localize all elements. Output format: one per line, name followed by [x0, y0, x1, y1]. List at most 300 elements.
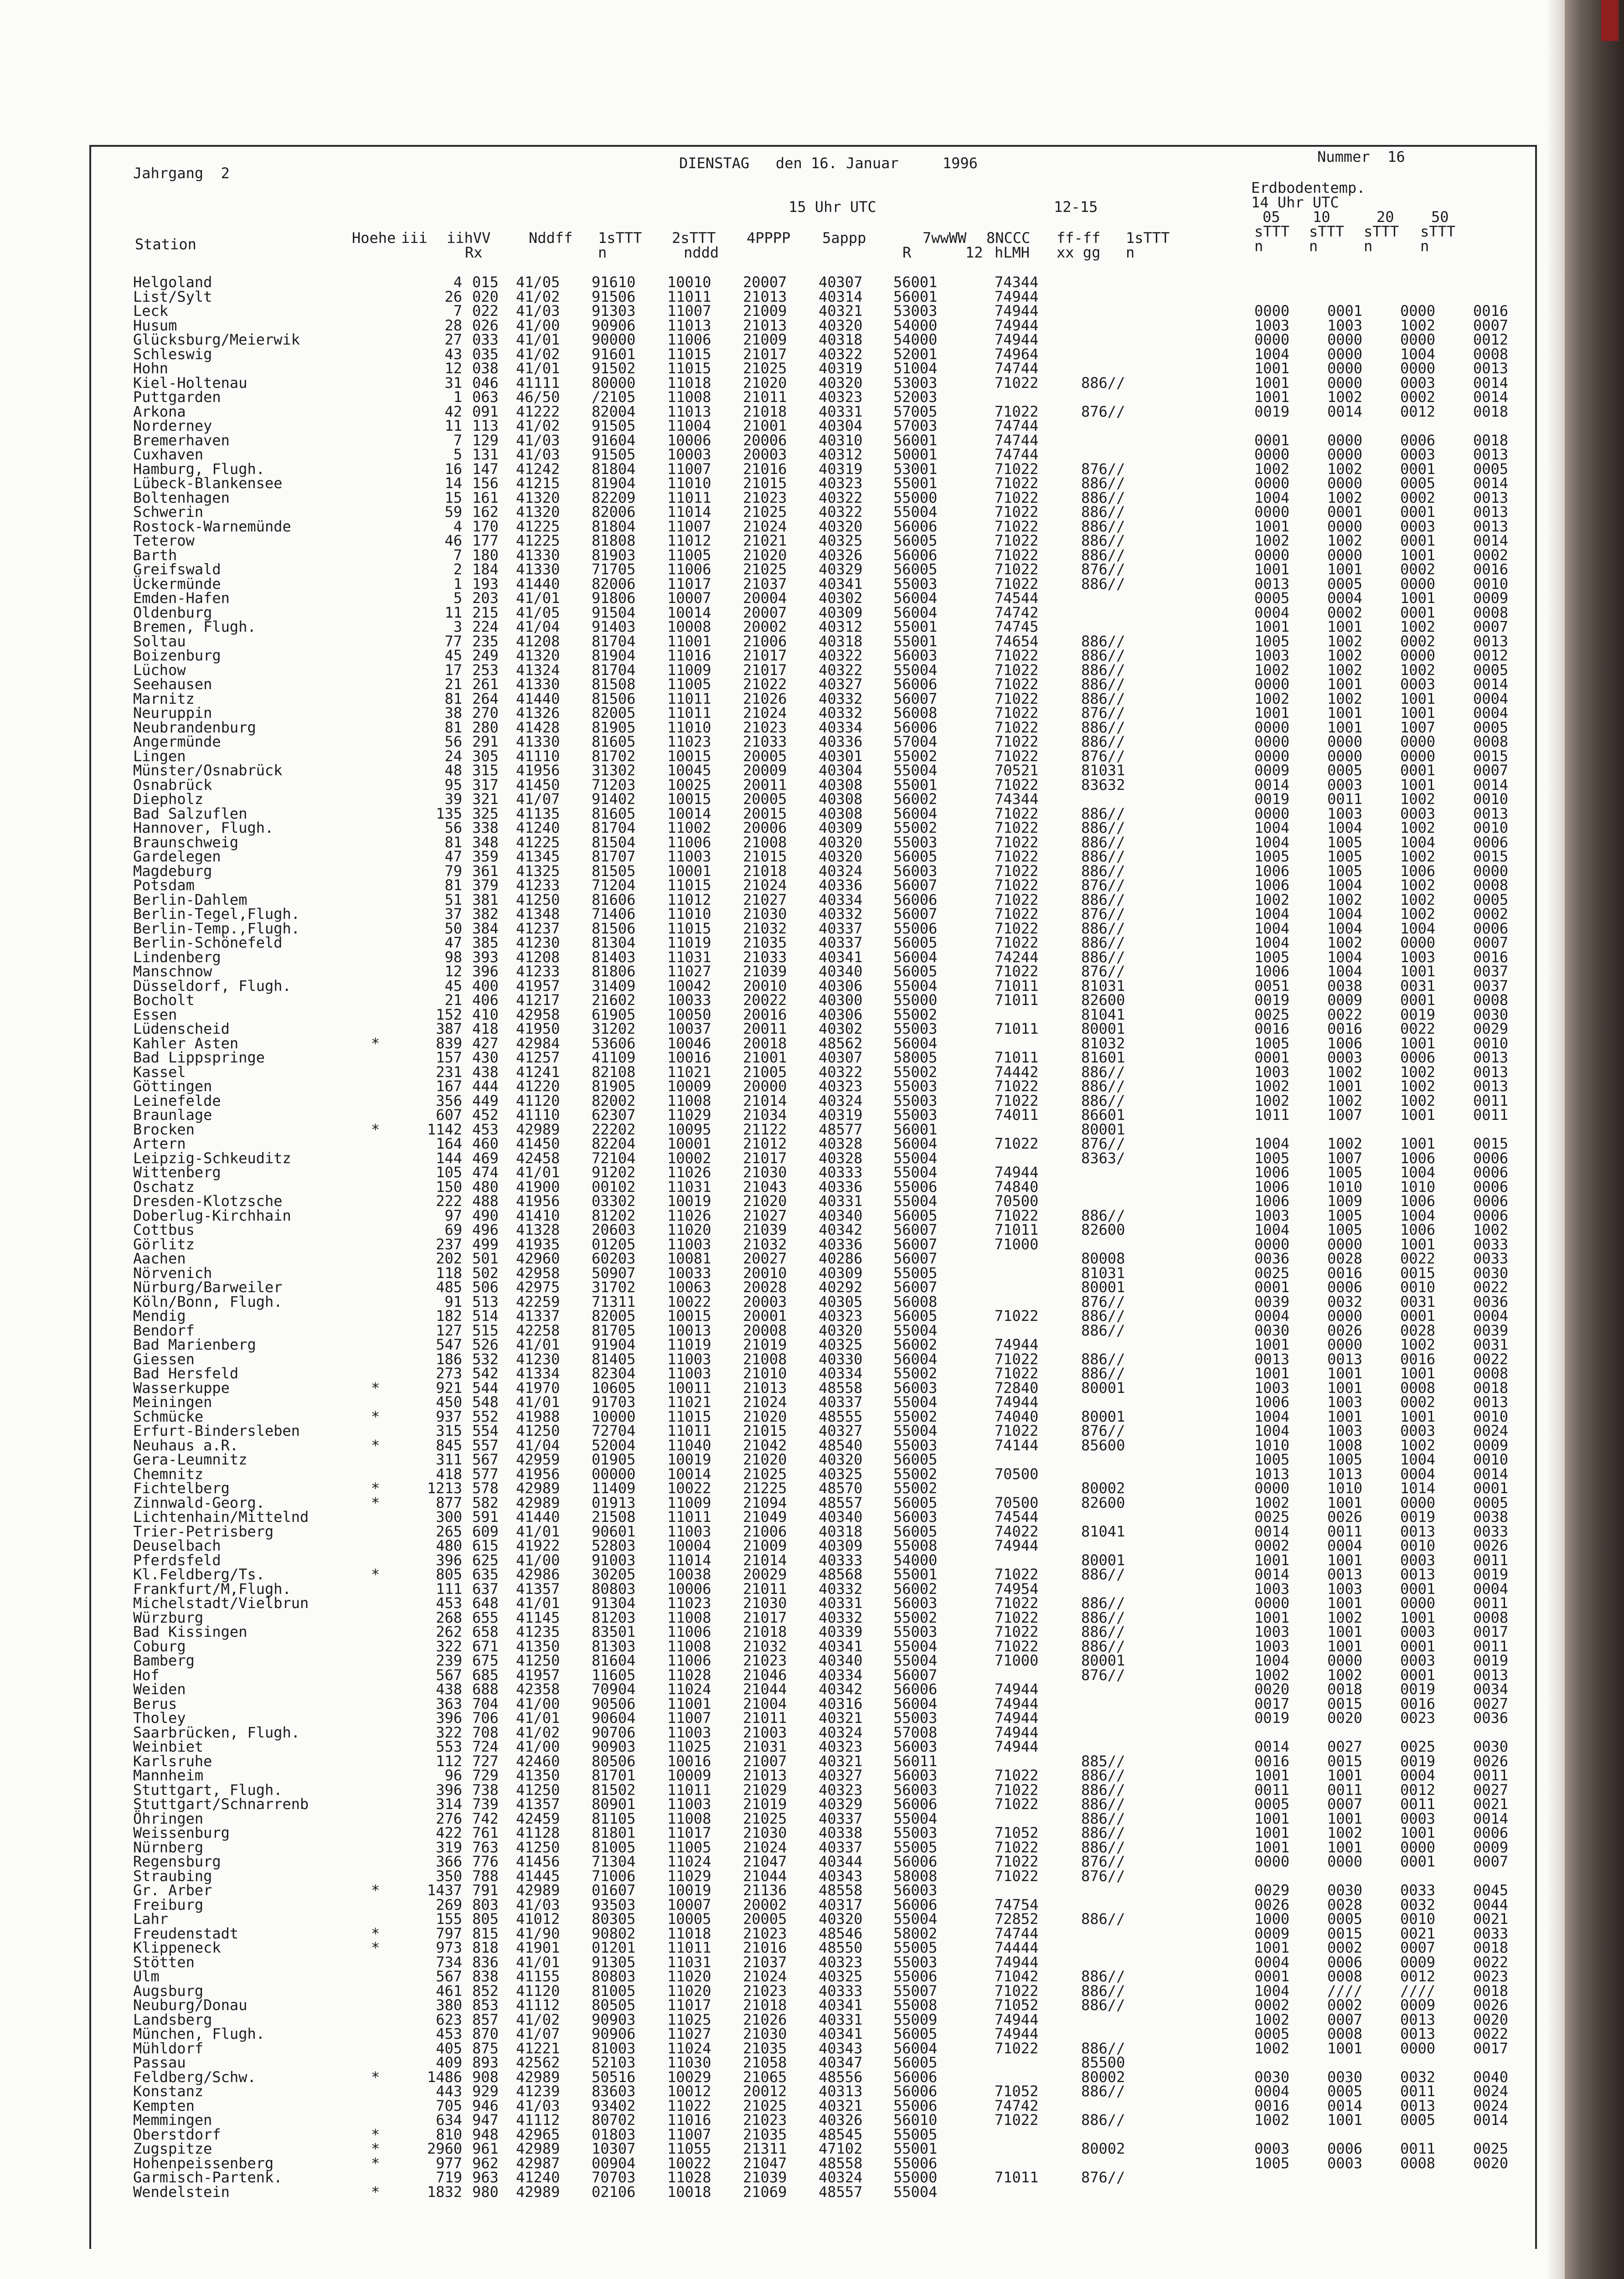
- tendency-group: 53001: [893, 460, 938, 478]
- station-name: Helgoland: [133, 273, 212, 291]
- soil-temp-value: 0001: [1400, 503, 1436, 521]
- soil-temp-value: 0000: [1400, 360, 1436, 377]
- temp-group: 11010: [667, 474, 711, 492]
- nddff-value: 82108: [592, 1063, 636, 1081]
- station-id: 193: [472, 575, 499, 593]
- tendency-group: 56006: [893, 2083, 938, 2100]
- tendency-group: 52001: [893, 345, 938, 363]
- nddff-value: 81502: [592, 1781, 636, 1799]
- soil-temp-value: 1001: [1327, 1767, 1363, 1784]
- soil-temp-value: 0000: [1400, 575, 1436, 593]
- weather-group: 74964: [995, 345, 1039, 363]
- temp2-group: 20011: [743, 776, 787, 794]
- temp-group: 11031: [667, 1953, 711, 1971]
- col-sttt-20: sTTT: [1364, 223, 1399, 240]
- station-id: 615: [472, 1537, 499, 1554]
- pressure-group: 40323: [819, 1307, 863, 1325]
- tendency-group: 56003: [893, 1594, 938, 1612]
- soil-temp-value: 0013: [1473, 1049, 1509, 1066]
- station-id: 947: [472, 2111, 499, 2129]
- temp2-group: 21020: [743, 1192, 787, 1210]
- soil-temp-value: 0013: [1473, 632, 1509, 650]
- temp2-group: 21033: [743, 733, 787, 750]
- table-row: [133, 1250, 1509, 1267]
- soil-temp-value: 1003: [1254, 1623, 1290, 1640]
- weather-group: 71022: [995, 1422, 1039, 1439]
- station-height: 977: [436, 2154, 462, 2172]
- table-row: [133, 991, 1509, 1009]
- pressure-group: 40328: [819, 1149, 863, 1167]
- station-name: Görlitz: [133, 1235, 195, 1253]
- station-name: Bremerhaven: [133, 431, 230, 449]
- pressure-group: 40340: [819, 963, 863, 980]
- iihvv-value: 41250: [516, 1838, 560, 1856]
- nddff-value: 90604: [592, 1709, 636, 1727]
- soil-temp-value: 0013: [1473, 1666, 1509, 1684]
- soil-temp-value: 1004: [1254, 833, 1290, 851]
- soil-temp-value: 0005: [1254, 1795, 1290, 1813]
- temp2-group: 21065: [743, 2068, 787, 2086]
- station-name: Lingen: [133, 747, 186, 765]
- station-height: 322: [436, 1723, 462, 1741]
- weather-group: 74744: [995, 360, 1039, 377]
- tendency-group: 55001: [893, 632, 938, 650]
- soil-temp-value: 0006: [1473, 1178, 1509, 1196]
- iihvv-value: 41241: [516, 1063, 560, 1081]
- temp-group: 10016: [667, 1752, 711, 1770]
- tendency-group: 55004: [893, 1910, 938, 1928]
- soil-temp-value: 1010: [1327, 1480, 1363, 1497]
- iihvv-value: 41326: [516, 704, 560, 722]
- pressure-group: 40319: [819, 1106, 863, 1124]
- station-name: Lindenberg: [133, 948, 221, 966]
- nddff-value: 52004: [592, 1436, 636, 1454]
- soil-temp-value: 0032: [1327, 1293, 1363, 1310]
- cloud-group: 886//: [1081, 804, 1125, 822]
- iihvv-value: 41956: [516, 1192, 560, 1210]
- iihvv-value: 41956: [516, 1465, 560, 1483]
- nddff-value: 71304: [592, 1853, 636, 1870]
- tendency-group: 56011: [893, 1752, 938, 1770]
- weather-group: 71022: [995, 1092, 1039, 1109]
- station-id: 567: [472, 1451, 499, 1468]
- weather-group: 71022: [995, 1609, 1039, 1626]
- weather-group: 71022: [995, 776, 1039, 794]
- soil-temp-value: 1003: [1254, 1063, 1290, 1081]
- soil-temp-value: 0011: [1400, 2083, 1436, 2100]
- weather-group: 71022: [995, 1078, 1039, 1095]
- tendency-group: 56007: [893, 1235, 938, 1253]
- temp2-group: 21018: [743, 1623, 787, 1640]
- temp2-group: 21017: [743, 1149, 787, 1167]
- nddff-value: 31702: [592, 1279, 636, 1296]
- station-id: 384: [472, 919, 499, 937]
- nddff-value: 81005: [592, 1982, 636, 2000]
- temp2-group: 21032: [743, 1235, 787, 1253]
- temp2-group: 21058: [743, 2054, 787, 2071]
- soil-temp-value: 1002: [1327, 690, 1363, 707]
- weather-group: 71022: [995, 1594, 1039, 1612]
- pressure-group: 40327: [819, 1422, 863, 1439]
- tendency-group: 56007: [893, 905, 938, 923]
- station-name: Öhringen: [133, 1810, 204, 1827]
- soil-temp-value: 0005: [1473, 661, 1509, 679]
- soil-temp-value: 1004: [1327, 963, 1363, 980]
- temp-group: 11029: [667, 1867, 711, 1885]
- station-name: Münster/Osnabrück: [133, 762, 283, 779]
- weather-group: 71022: [995, 460, 1039, 478]
- station-name: Bocholt: [133, 991, 195, 1009]
- station-height: 47: [444, 848, 462, 865]
- station-height: 155: [436, 1910, 462, 1928]
- soil-temp-value: 0010: [1473, 819, 1509, 836]
- soil-temp-value: 0000: [1400, 2039, 1436, 2057]
- soil-temp-value: 1001: [1254, 1365, 1290, 1382]
- pressure-group: 40319: [819, 460, 863, 478]
- station-id: 557: [472, 1436, 499, 1454]
- temp2-group: 21017: [743, 647, 787, 664]
- temp-group: 11010: [667, 905, 711, 923]
- soil-temp-value: 0005: [1327, 575, 1363, 593]
- iihvv-value: 41970: [516, 1379, 560, 1397]
- soil-temp-value: 0012: [1400, 1968, 1436, 1985]
- soil-temp-value: 0033: [1473, 1924, 1509, 1942]
- soil-temp-value: 1002: [1400, 819, 1436, 836]
- station-id: 184: [472, 561, 499, 578]
- weather-group: 74654: [995, 632, 1039, 650]
- tendency-group: 56004: [893, 2039, 938, 2057]
- pressure-group: 40333: [819, 1982, 863, 2000]
- tendency-group: 56007: [893, 1279, 938, 1296]
- station-id: 162: [472, 503, 499, 521]
- tendency-group: 55005: [893, 1939, 938, 1956]
- col-n-20: n: [1364, 237, 1373, 255]
- nddff-value: 81903: [592, 546, 636, 564]
- temp2-group: 20010: [743, 977, 787, 995]
- station-name: Tholey: [133, 1709, 186, 1727]
- tendency-group: 56002: [893, 1336, 938, 1353]
- tendency-group: 56005: [893, 1494, 938, 1511]
- station-id: 033: [472, 331, 499, 348]
- station-id: 264: [472, 690, 499, 707]
- temp2-group: 21023: [743, 718, 787, 736]
- station-name: Lübeck-Blankensee: [133, 474, 283, 492]
- col-r: R: [902, 244, 912, 261]
- temp-group: 10009: [667, 1767, 711, 1784]
- soil-temp-value: 1004: [1400, 345, 1436, 363]
- weather-group: 71022: [995, 517, 1039, 535]
- station-height: 111: [436, 1580, 462, 1598]
- temp2-group: 21029: [743, 1781, 787, 1799]
- station-id: 091: [472, 402, 499, 420]
- tendency-group: 55002: [893, 1465, 938, 1483]
- soil-temp-value: 1001: [1327, 2111, 1363, 2129]
- soil-temp-value: 0011: [1473, 1637, 1509, 1655]
- soil-temp-value: 0022: [1400, 1020, 1436, 1037]
- nddff-value: 71311: [592, 1293, 636, 1310]
- iihvv-value: 42989: [516, 1480, 560, 1497]
- temp2-group: 21311: [743, 2140, 787, 2157]
- soil-temp-value: 0004: [1254, 603, 1290, 621]
- table-row: [133, 1106, 1509, 1124]
- nddff-value: 10000: [592, 1408, 636, 1425]
- soil-temp-value: 1005: [1254, 2154, 1290, 2172]
- soil-temp-value: 0013: [1473, 1393, 1509, 1411]
- station-height: 46: [444, 532, 462, 549]
- temp2-group: 21017: [743, 661, 787, 679]
- cloud-group: 876//: [1081, 460, 1125, 478]
- station-id: 379: [472, 877, 499, 894]
- station-name: Berlin-Dahlem: [133, 891, 247, 908]
- temp-group: 11028: [667, 2169, 711, 2186]
- soil-temp-value: 0006: [1400, 1049, 1436, 1066]
- tendency-group: 56002: [893, 1580, 938, 1598]
- station-id: 648: [472, 1594, 499, 1612]
- weather-group: 71052: [995, 1824, 1039, 1841]
- soil-temp-value: 1001: [1327, 1623, 1363, 1640]
- station-id: 532: [472, 1350, 499, 1368]
- weather-group: 74944: [995, 1164, 1039, 1181]
- station-id: 396: [472, 963, 499, 980]
- weather-group: 74944: [995, 1393, 1039, 1411]
- temp-group: 11006: [667, 561, 711, 578]
- station-height: 315: [436, 1422, 462, 1439]
- temp2-group: 21018: [743, 862, 787, 880]
- iihvv-value: 41/03: [516, 431, 560, 449]
- temp2-group: 21014: [743, 1092, 787, 1109]
- tendency-group: 54000: [893, 316, 938, 334]
- station-name: Arkona: [133, 402, 186, 420]
- soil-temp-value: 1002: [1400, 790, 1436, 808]
- soil-temp-value: 1001: [1400, 1235, 1436, 1253]
- temp2-group: 20006: [743, 819, 787, 836]
- station-id: 161: [472, 489, 499, 506]
- temp-group: 11024: [667, 2039, 711, 2057]
- tendency-group: 56004: [893, 948, 938, 966]
- station-height: 48: [444, 762, 462, 779]
- soil-temp-value: 0026: [1254, 1896, 1290, 1913]
- pressure-group: 40323: [819, 1078, 863, 1095]
- iihvv-value: 41/02: [516, 345, 560, 363]
- station-id: 577: [472, 1465, 499, 1483]
- soil-temp-value: 0030: [1327, 1882, 1363, 1899]
- table-row: [133, 2140, 1509, 2157]
- temp-group: 11021: [667, 1063, 711, 1081]
- station-name: Kahler Asten: [133, 1034, 239, 1052]
- cloud-group: 886//: [1081, 1982, 1125, 2000]
- tendency-group: 55005: [893, 1264, 938, 1282]
- table-row: [133, 790, 1509, 808]
- soil-temp-value: 0045: [1473, 1882, 1509, 1899]
- soil-temp-value: 1010: [1400, 1178, 1436, 1196]
- soil-temp-value: 1002: [1327, 1666, 1363, 1684]
- soil-temp-value: 0019: [1473, 1652, 1509, 1669]
- tendency-group: 56003: [893, 1781, 938, 1799]
- station-name: Neuburg/Donau: [133, 1996, 247, 2014]
- station-name: Neuhaus a.R.: [133, 1436, 239, 1454]
- station-height: 418: [436, 1465, 462, 1483]
- station-id: 838: [472, 1968, 499, 1985]
- temp2-group: 21003: [743, 1723, 787, 1741]
- soil-temp-value: 0025: [1254, 1005, 1290, 1023]
- temp-group: 11003: [667, 1723, 711, 1741]
- nddff-value: 81508: [592, 675, 636, 693]
- table-row: [133, 1681, 1509, 1698]
- soil-temp-value: 0024: [1473, 1422, 1509, 1439]
- tendency-group: 54000: [893, 1551, 938, 1569]
- station-height: 273: [436, 1365, 462, 1382]
- soil-temp-value: 1002: [1254, 1494, 1290, 1511]
- table-row: [133, 1623, 1509, 1640]
- temp2-group: 21017: [743, 1609, 787, 1626]
- soil-temp-value: 1005: [1327, 848, 1363, 865]
- soil-temp-value: 0008: [1473, 345, 1509, 363]
- station-name: Weissenburg: [133, 1824, 230, 1841]
- soil-temp-value: 0026: [1327, 1321, 1363, 1339]
- soil-temp-value: 0028: [1400, 1321, 1436, 1339]
- temp2-group: 20002: [743, 618, 787, 635]
- soil-temp-value: 1001: [1254, 1939, 1290, 1956]
- cloud-group: 886//: [1081, 1838, 1125, 1856]
- soil-temp-value: 0002: [1473, 905, 1509, 923]
- temp2-group: 21033: [743, 948, 787, 966]
- nddff-value: 83501: [592, 1623, 636, 1640]
- tendency-group: 55006: [893, 1968, 938, 1985]
- soil-temp-value: 0022: [1473, 1279, 1509, 1296]
- temp-group: 10033: [667, 991, 711, 1009]
- station-height: 567: [436, 1666, 462, 1684]
- soil-temp-value: 0006: [1473, 919, 1509, 937]
- cloud-group: 886//: [1081, 1350, 1125, 1368]
- soil-temp-value: 0014: [1254, 1522, 1290, 1540]
- nddff-value: 81506: [592, 919, 636, 937]
- station-height: 37: [444, 905, 462, 923]
- temp-group: 11003: [667, 1365, 711, 1382]
- soil-temp-value: 0014: [1327, 2097, 1363, 2114]
- temp-group: 10015: [667, 790, 711, 808]
- station-height: 96: [444, 1767, 462, 1784]
- temp-group: 11024: [667, 1853, 711, 1870]
- soil-temp-value: 0025: [1254, 1264, 1290, 1282]
- station-height: 1142: [427, 1120, 462, 1138]
- tendency-group: 55003: [893, 1106, 938, 1124]
- temp-group: 11031: [667, 948, 711, 966]
- mountain-marker: *: [371, 1034, 380, 1052]
- soil-temp-value: 0010: [1400, 1279, 1436, 1296]
- soil-temp-value: 1003: [1254, 647, 1290, 664]
- station-id: 948: [472, 2125, 499, 2143]
- tendency-group: 56005: [893, 2054, 938, 2071]
- station-height: 27: [444, 331, 462, 348]
- nddff-value: 21508: [592, 1508, 636, 1526]
- soil-temp-value: 0000: [1327, 1336, 1363, 1353]
- station-height: 634: [436, 2111, 462, 2129]
- station-name: Würzburg: [133, 1609, 204, 1626]
- soil-temp-value: 0016: [1473, 948, 1509, 966]
- tendency-group: 56001: [893, 1120, 938, 1138]
- station-height: 51: [444, 891, 462, 908]
- station-name: Husum: [133, 316, 177, 334]
- soil-temp-value: 1001: [1400, 776, 1436, 794]
- weather-group: 70500: [995, 1494, 1039, 1511]
- temp2-group: 21009: [743, 302, 787, 320]
- temp2-group: 21039: [743, 1221, 787, 1238]
- temp2-group: 20016: [743, 1005, 787, 1023]
- soil-temp-value: 0000: [1327, 1307, 1363, 1325]
- soil-temp-value: 0031: [1400, 977, 1436, 995]
- soil-temp-value: 0012: [1400, 402, 1436, 420]
- cloud-group: 81032: [1081, 1034, 1125, 1052]
- temp2-group: 21013: [743, 1767, 787, 1784]
- col-7wwww: 7wwWW: [923, 229, 967, 247]
- weather-group: 74754: [995, 1896, 1039, 1913]
- soil-temp-value: 0001: [1400, 762, 1436, 779]
- soil-temp-value: 0039: [1473, 1321, 1509, 1339]
- weather-group: 71022: [995, 704, 1039, 722]
- soil-temp-value: 0030: [1254, 1321, 1290, 1339]
- soil-temp-value: 0011: [1327, 1522, 1363, 1540]
- pressure-group: 40312: [819, 446, 863, 463]
- soil-temp-value: 0003: [1400, 675, 1436, 693]
- soil-temp-value: 0016: [1327, 1264, 1363, 1282]
- temp-group: 11013: [667, 316, 711, 334]
- temp-group: 11007: [667, 460, 711, 478]
- station-height: 396: [436, 1709, 462, 1727]
- iihvv-value: 41/04: [516, 618, 560, 635]
- pressure-group: 48546: [819, 1924, 863, 1942]
- tendency-group: 56007: [893, 877, 938, 894]
- tendency-group: 56006: [893, 1896, 938, 1913]
- station-id: 552: [472, 1408, 499, 1425]
- pressure-group: 40320: [819, 1451, 863, 1468]
- weather-group: 71022: [995, 733, 1039, 750]
- iihvv-value: 41128: [516, 1824, 560, 1841]
- temp2-group: 20007: [743, 603, 787, 621]
- mountain-marker: *: [371, 1939, 380, 1956]
- table-row: [133, 1336, 1509, 1353]
- temp2-group: 21013: [743, 1379, 787, 1397]
- weather-group: 71052: [995, 1996, 1039, 2014]
- soil-temp-value: 0003: [1400, 804, 1436, 822]
- tendency-group: 56003: [893, 862, 938, 880]
- soil-temp-value: 0016: [1327, 1020, 1363, 1037]
- soil-temp-value: 1002: [1327, 388, 1363, 406]
- station-height: 719: [436, 2169, 462, 2186]
- iihvv-value: 41225: [516, 833, 560, 851]
- temp2-group: 21122: [743, 1120, 787, 1138]
- pressure-group: 40301: [819, 747, 863, 765]
- temp2-group: 21013: [743, 316, 787, 334]
- station-name: Hohenpeissenberg: [133, 2154, 274, 2172]
- soil-temp-value: 0016: [1254, 1020, 1290, 1037]
- soil-temp-value: 0002: [1327, 603, 1363, 621]
- table-row: [133, 848, 1509, 865]
- soil-temp-value: 0006: [1327, 2140, 1363, 2157]
- soil-temp-value: 0005: [1327, 2083, 1363, 2100]
- nddff-value: 01205: [592, 1235, 636, 1253]
- nddff-value: 20603: [592, 1221, 636, 1238]
- temp2-group: 21030: [743, 2025, 787, 2042]
- temp-group: 10009: [667, 1078, 711, 1095]
- soil-temp-value: 0025: [1400, 1738, 1436, 1755]
- station-name: Bamberg: [133, 1652, 195, 1669]
- table-row: [133, 1508, 1509, 1526]
- nddff-value: 90906: [592, 316, 636, 334]
- weather-group: 74744: [995, 417, 1039, 434]
- table-row: [133, 1365, 1509, 1382]
- station-id: 180: [472, 546, 499, 564]
- station-name: Köln/Bonn, Flugh.: [133, 1293, 283, 1310]
